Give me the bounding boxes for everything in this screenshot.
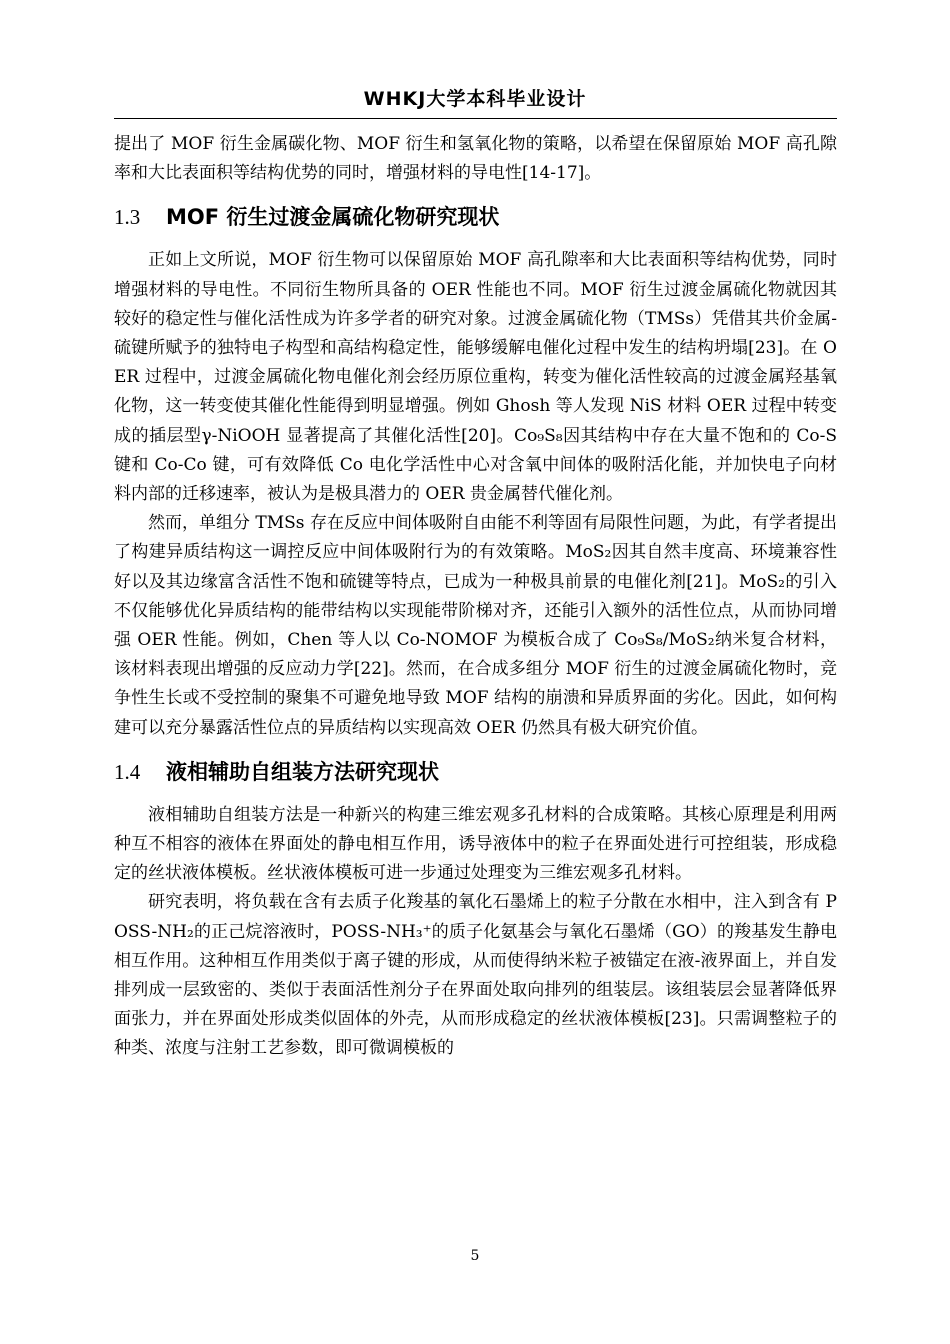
section-number: 1.4 (114, 759, 141, 784)
paragraph: 正如上文所说，MOF 衍生物可以保留原始 MOF 高孔隙率和大比表面积等结构优势，同时增强材料的导电性。不同衍生物所具备的 OER 性能也不同。MOF 衍生过渡金属硫化物就因其较好的稳定性与催化活性成为许多学者的研究对象。过渡金属硫化物（TMSs）凭借其共价金属-硫键所赋予的独特电子构型和高结构稳定性，能够缓解电催化过程中发生的结构坍塌[23]。在 OER 过程中，过渡金属硫化物电催化剂会经历原位重构，转变为催化活性较高的过渡金属羟基氧化物，这一转变使其催化性能得到明显增强。例如 Ghosh 等人发现 NiS 材料 OER 过程中转变成的插层型γ-NiOOH 显著提高了其催化活性[20]。Co₉S₈因其结构中存在大量不饱和的 Co-S 键和 Co-Co 键，可有效降低 Co 电化学活性中心对含氧中间体的吸附活化能，并加快电子向材料内部的迁移速率，被认为是极具潜力的 OER 贵金属替代催化剂。 (114, 250, 837, 505)
paragraph: 然而，单组分 TMSs 存在反应中间体吸附自由能不利等固有局限性问题，为此，有学者提出了构建异质结构这一调控反应中间体吸附行为的有效策略。MoS₂因其自然丰度高、环境兼容性好以及其边缘富含活性不饱和硫键等特点，已成为一种极具前景的电催化剂[21]。MoS₂的引入不仅能够优化异质结构的能带结构以实现能带阶梯对齐，还能引入额外的活性位点，从而协同增强 OER 性能。例如，Chen 等人以 Co-NOMOF 为模板合成了 Co₉S₈/MoS₂纳米复合材料，该材料表现出增强的反应动力学[22]。然而，在合成多组分 MOF 衍生的过渡金属硫化物时，竞争性生长或不受控制的聚集不可避免地导致 MOF 结构的崩溃和异质界面的劣化。因此，如何构建可以充分暴露活性位点的异质结构以实现高效 OER 仍然具有极大研究价值。 (114, 513, 837, 738)
running-header: WHKJ大学本科毕业设计 (363, 88, 587, 110)
section-title: 液相辅助自组装方法研究现状 (166, 759, 439, 784)
paragraph: 提出了 MOF 衍生金属碳化物、MOF 衍生和氢氧化物的策略，以希望在保留原始 MOF 高孔隙率和大比表面积等结构优势的同时，增强材料的导电性[14-17]。 (114, 134, 837, 184)
page-number: 5 (470, 1248, 480, 1264)
section-heading-1-4 (114, 743, 837, 801)
document-body (114, 130, 837, 1064)
paragraph: 研究表明，将负载在含有去质子化羧基的氧化石墨烯上的粒子分散在水相中，注入到含有 POSS-NH₂的正己烷溶液时，POSS-NH₃⁺的质子化氨基会与氧化石墨烯（GO）的羧基发生静电相互作用。这种相互作用类似于离子键的形成，从而使得纳米粒子被锚定在液-液界面上，并自发排列成一层致密的、类似于表面活性剂分子在界面处取向排列的组装层。该组装层会显著降低界面张力，并在界面处形成类似固体的外壳，从而形成稳定的丝状液体模板[23]。只需调整粒子的种类、浓度与注射工艺参数，即可微调模板的 (114, 892, 837, 1059)
section-number: 1.3 (114, 205, 141, 230)
section-heading-1-3 (114, 188, 837, 246)
header-rule (114, 118, 837, 119)
section-title: MOF 衍生过渡金属硫化物研究现状 (166, 205, 500, 230)
paragraph: 液相辅助自组装方法是一种新兴的构建三维宏观多孔材料的合成策略。其核心原理是利用两种互不相容的液体在界面处的静电相互作用，诱导液体中的粒子在界面处进行可控组装，形成稳定的丝状液体模板。丝状液体模板可进一步通过处理变为三维宏观多孔材料。 (114, 804, 837, 884)
